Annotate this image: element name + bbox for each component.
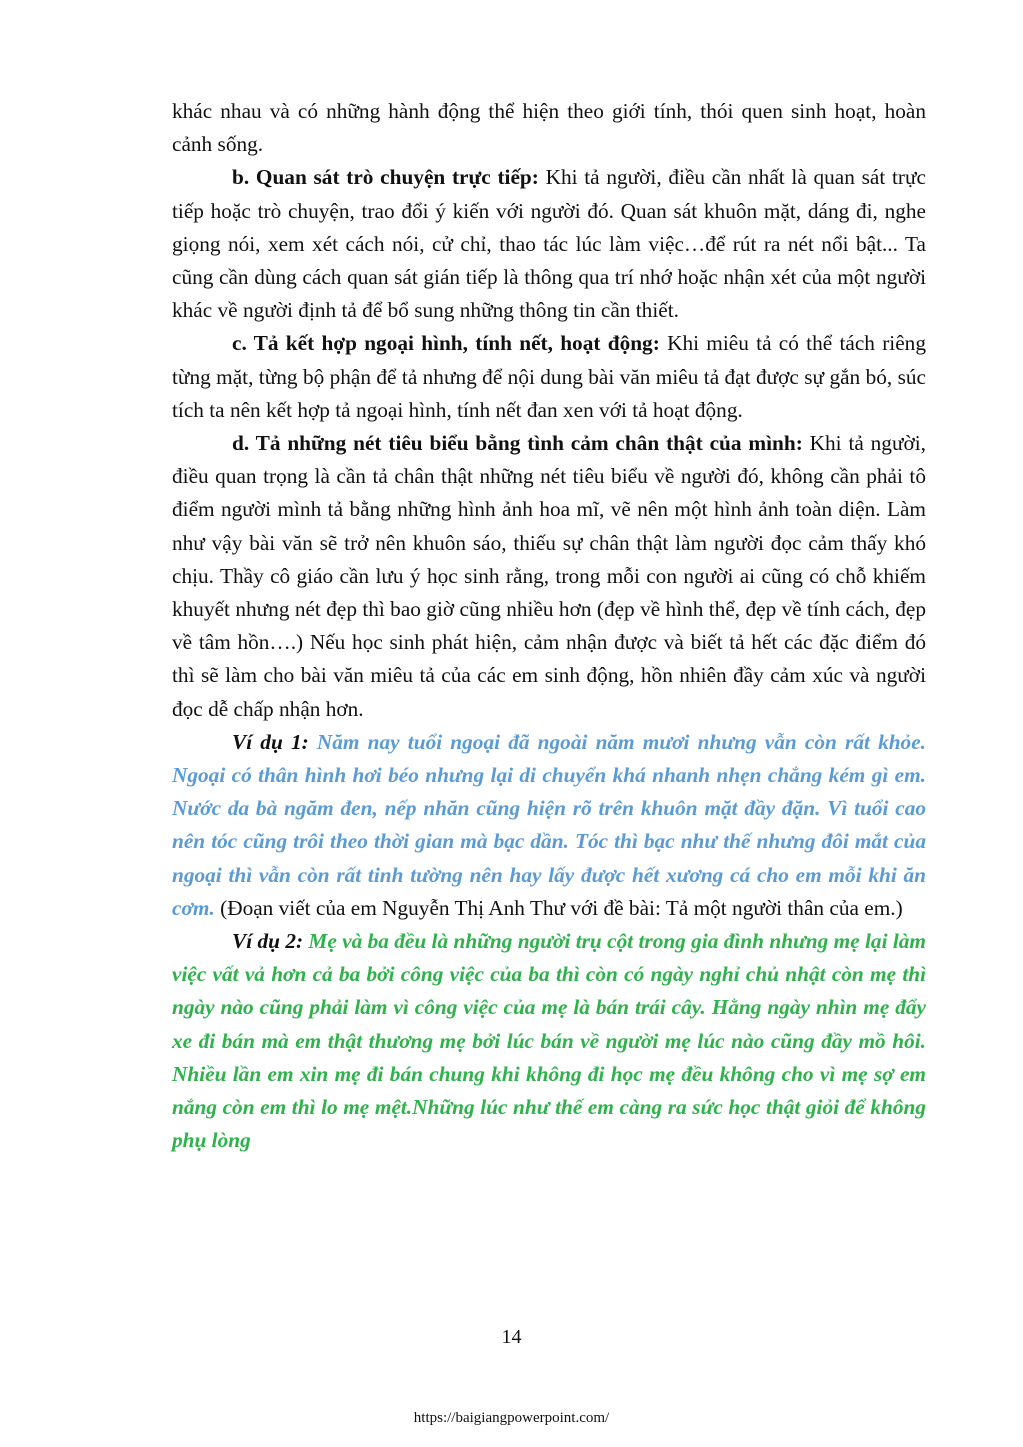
paragraph-heading-b: b. Quan sát trò chuyện trực tiếp:	[232, 165, 539, 190]
paragraph-text: Khi tả người, điều quan trọng là cần tả chân thật những nét tiêu biểu về người đó, không cần phải tô điểm người mình tả bằng những hình ảnh hoa mĩ, vẽ nên một hình ảnh toàn diện. Làm như vậy bài văn sẽ trở nên khuôn sáo, thiếu sự chân thật làm người đọc cảm thấy khó chịu. Thầy cô giáo cần lưu ý học sinh rằng, trong mỗi con người ai cũng có chỗ khiếm khuyết nhưng nét đẹp thì bao giờ cũng nhiều hơn (đẹp về hình thể, đẹp về tính cách, đẹp về tâm hồn….) Nếu học sinh phát hiện, cảm nhận được và biết tả hết các đặc điểm đó thì sẽ làm cho bài văn miêu tả của các em sinh động, hồn nhiên đầy cảm xúc và người đọc dễ chấp nhận hơn.	[172, 431, 926, 721]
paragraph-heading-d: d. Tả những nét tiêu biểu bằng tình cảm chân thật của mình:	[232, 431, 803, 456]
footer-url: https://baigiangpowerpoint.com/	[413, 1410, 610, 1426]
example-1-text: Năm nay tuổi ngoại đã ngoài năm mươi nhưng vẫn còn rất khỏe. Ngoại có thân hình hơi béo nhưng lại di chuyển khá nhanh nhẹn chẳng kém gì em. Nước da bà ngăm đen, nếp nhăn cũng hiện rõ trên khuôn mặt đầy đặn. Vì tuổi cao nên tóc cũng trôi theo thời gian mà bạc dần. Tóc thì bạc như thế nhưng đôi mắt của ngoại thì vẫn còn rất tinh tường nên hay lấy được hết xương cá cho em mỗi khi ăn cơm.	[172, 729, 926, 920]
example-1-label: Ví dụ 1:	[232, 729, 309, 754]
example-1	[172, 726, 926, 925]
document-body	[172, 95, 926, 1158]
example-2-text: Mẹ và ba đều là những người trụ cột trong gia đình nhưng mẹ lại làm việc vất vả hơn cả ba bởi công việc của ba thì còn có ngày nghỉ chủ nhật còn mẹ thì ngày nào cũng phải làm vì công việc của mẹ là bán trái cây. Hằng ngày nhìn mẹ đẩy xe đi bán mà em thật thương mẹ bởi lúc bán về người mẹ lúc nào cũng đầy mồ hôi. Nhiều lần em xin mẹ đi bán chung khi không đi học mẹ đều không cho vì mẹ sợ em nắng còn em thì lo mẹ mệt.Những lúc như thế em càng ra sức học thật giỏi để không phụ lòng	[172, 929, 926, 1153]
example-1-note: (Đoạn viết của em Nguyễn Thị Anh Thư với đề bài: Tả một người thân của em.)	[214, 895, 903, 920]
paragraph-c	[172, 327, 926, 427]
paragraph-heading-c: c. Tả kết hợp ngoại hình, tính nết, hoạt động:	[232, 331, 660, 356]
paragraph-text: Khi miêu tả có thể tách riêng từng mặt, từng bộ phận để tả nhưng để nội dung bài văn miêu tả đạt được sự gắn bó, súc tích ta nên kết hợp tả ngoại hình, tính nết đan xen với tả hoạt động.	[172, 331, 926, 422]
paragraph-continuation	[172, 95, 926, 161]
page-number: 14	[501, 1326, 522, 1348]
paragraph-text: khác nhau và có những hành động thể hiện theo giới tính, thói quen sinh hoạt, hoàn cảnh sống.	[172, 99, 926, 157]
paragraph-text: Khi tả người, điều cần nhất là quan sát trực tiếp hoặc trò chuyện, trao đổi ý kiến với người đó. Quan sát khuôn mặt, dáng đi, nghe giọng nói, xem xét cách nói, cử chỉ, thao tác lúc làm việc…để rút ra nét nổi bật... Ta cũng cần dùng cách quan sát gián tiếp là thông qua trí nhớ hoặc nhận xét của một người khác về người định tả để bổ sung những thông tin cần thiết.	[172, 165, 927, 323]
example-2	[172, 925, 926, 1157]
paragraph-b	[172, 161, 926, 327]
paragraph-d	[172, 427, 926, 726]
example-2-label: Ví dụ 2:	[232, 929, 304, 954]
